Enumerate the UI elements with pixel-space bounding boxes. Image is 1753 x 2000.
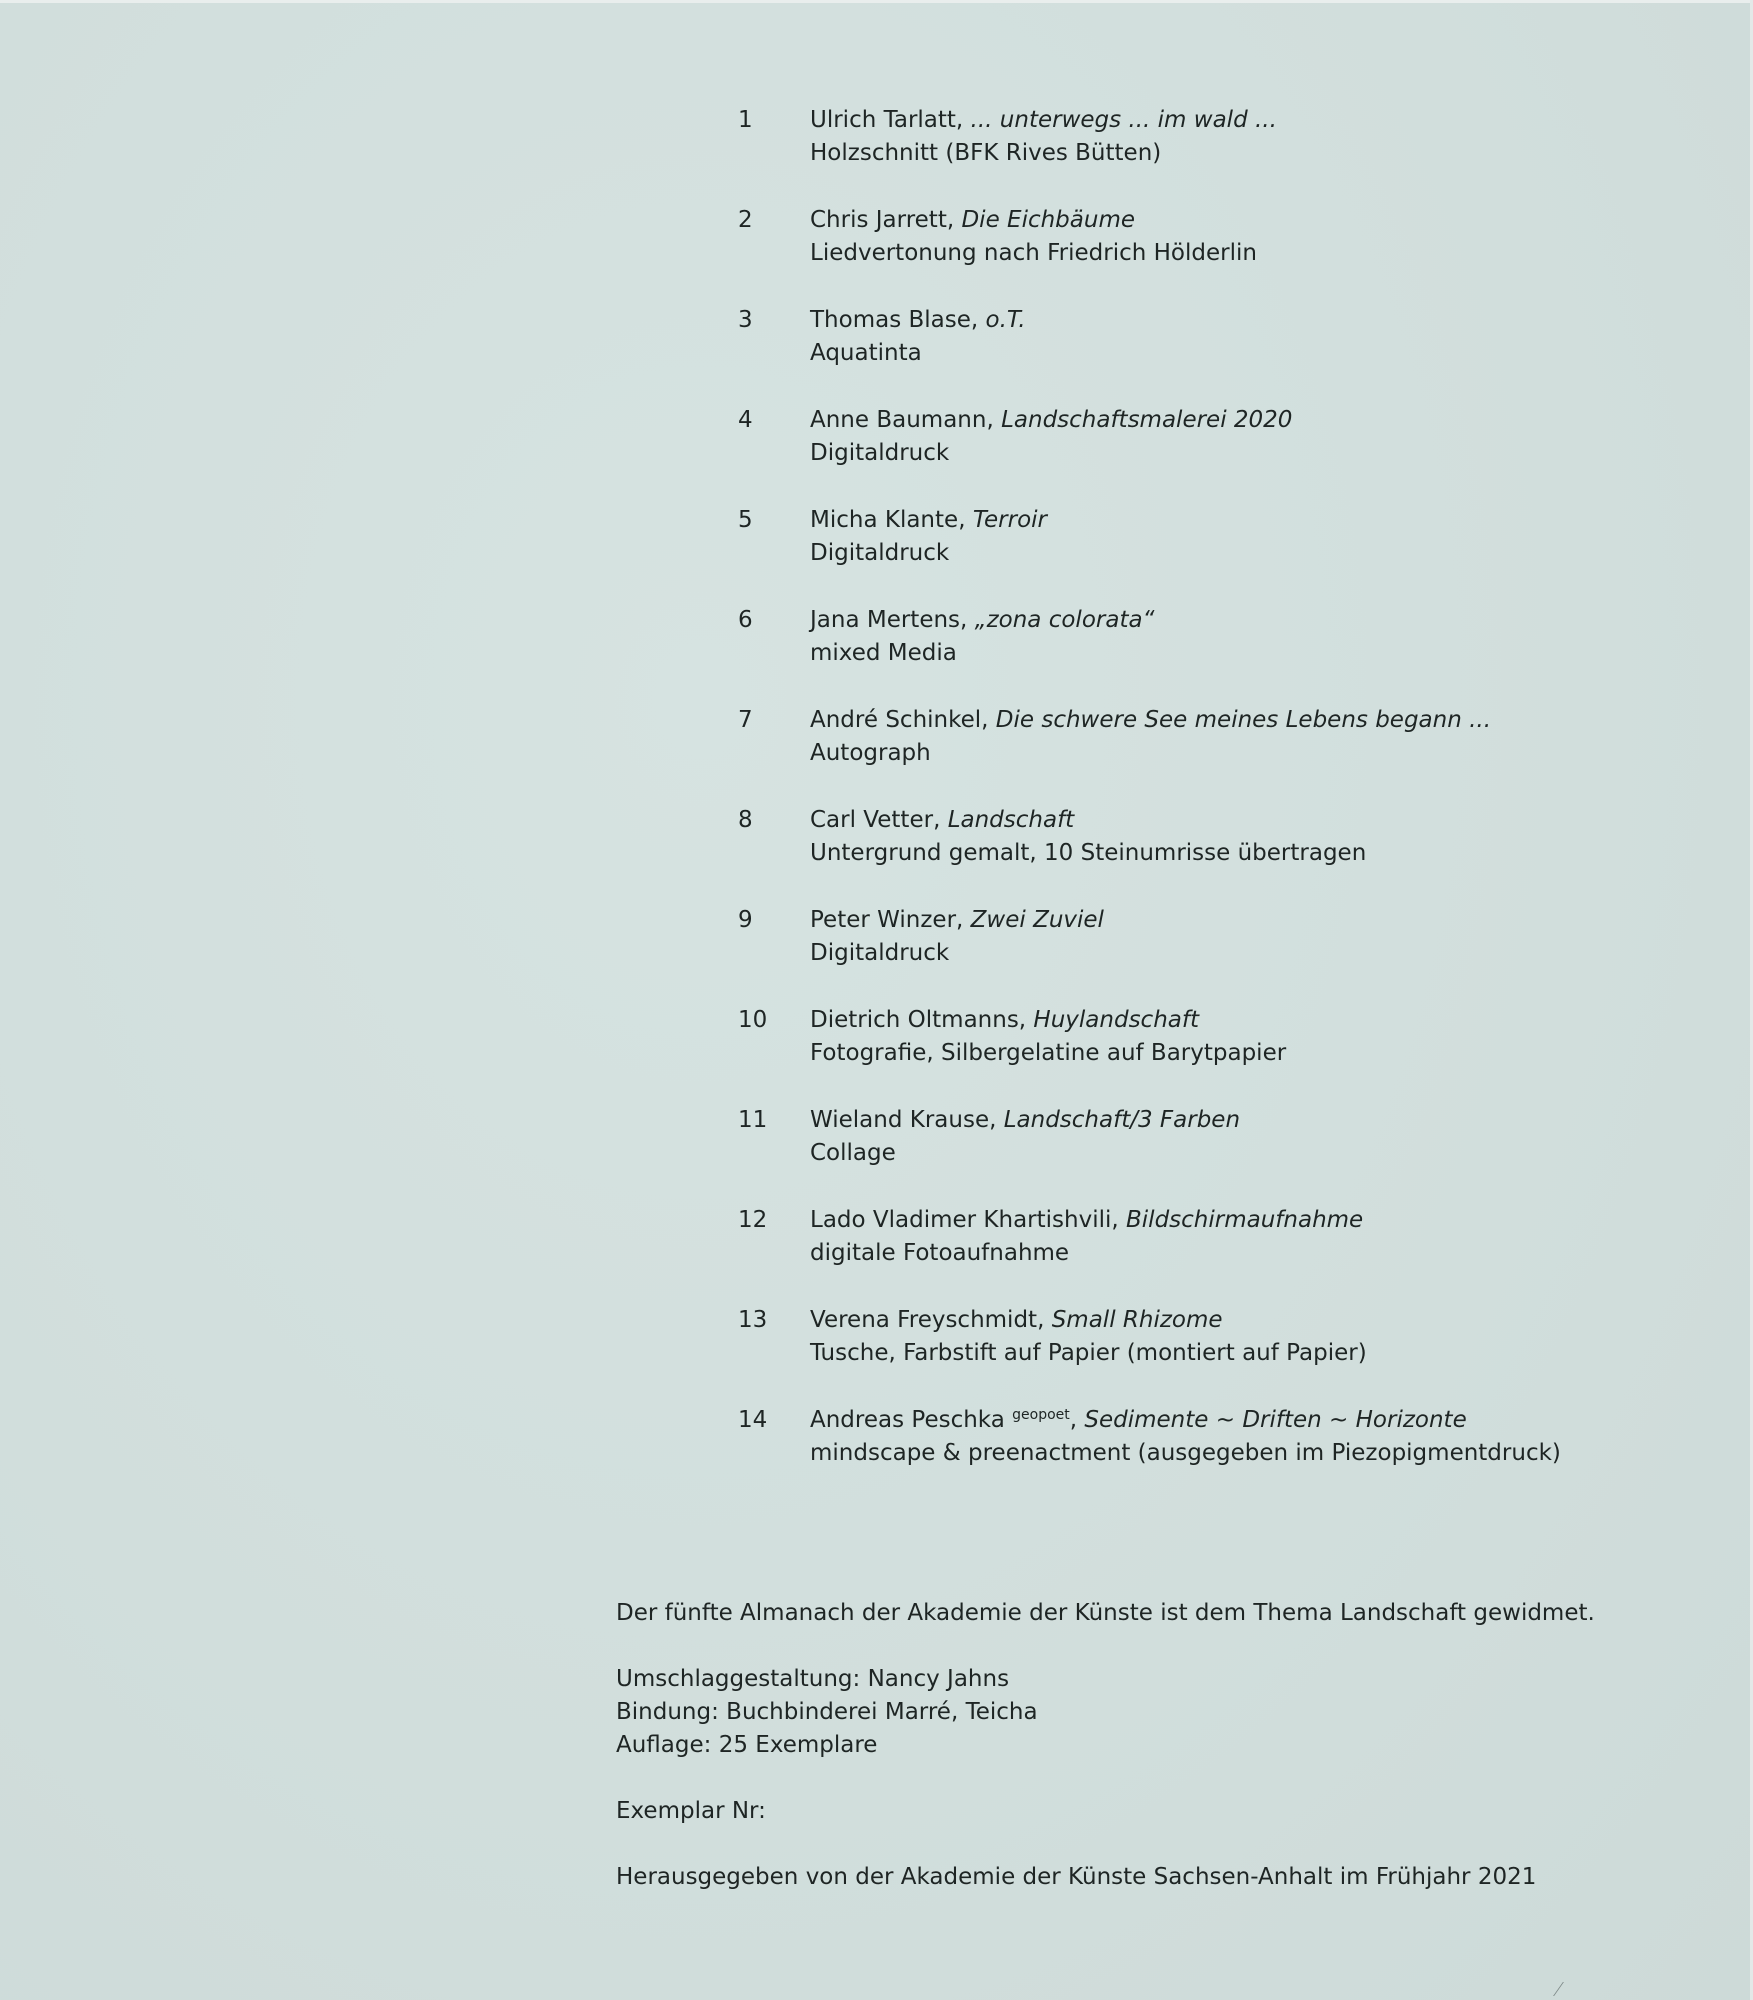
paper-top-edge [0, 0, 1753, 3]
entry-number: 4 [738, 407, 753, 433]
entry-medium: Holzschnitt (BFK Rives Bütten) [810, 140, 1162, 166]
entry-medium: Collage [810, 1140, 896, 1166]
entry-artist: Ulrich Tarlatt [810, 107, 956, 133]
entry-text [810, 1004, 1710, 1070]
entry-separator: , [1018, 1007, 1034, 1033]
entry-text [810, 804, 1710, 870]
colophon-spacer [616, 1762, 1736, 1795]
entry-text [810, 904, 1710, 970]
entry-separator: , [946, 207, 962, 233]
entry-number: 12 [738, 1207, 768, 1233]
entry-medium: Digitaldruck [810, 540, 950, 566]
entry-number: 5 [738, 507, 753, 533]
pencil-mark [1553, 1982, 1574, 1996]
entry-title: Zwei Zuviel [970, 907, 1104, 933]
contents-entry [736, 1004, 1716, 1104]
entry-title: Sedimente ~ Driften ~ Horizonte [1084, 1407, 1467, 1433]
entry-heading-line [810, 1304, 1710, 1337]
entry-heading-line [810, 604, 1710, 637]
entry-medium: mindscape & preenactment (ausgegeben im Piezopigmentdruck) [810, 1440, 1561, 1466]
entry-number: 9 [738, 907, 753, 933]
entry-separator: , [958, 507, 973, 533]
entry-artist: Andreas Peschka [810, 1407, 1013, 1433]
entry-heading-line [810, 1004, 1710, 1037]
entry-title: o.T. [985, 307, 1026, 333]
entry-artist: Carl Vetter [810, 807, 934, 833]
entry-text [810, 1304, 1710, 1370]
entry-separator: , [989, 1107, 1004, 1133]
entry-title: ... unterwegs ... im wald ... [970, 107, 1277, 133]
entry-number: 7 [738, 707, 753, 733]
entry-artist: Jana Mertens [810, 607, 961, 633]
colophon-edition: Auflage: 25 Exemplare [616, 1732, 878, 1758]
entry-number: 10 [738, 1007, 768, 1033]
contents-entry [736, 504, 1716, 604]
entry-heading-line [810, 104, 1710, 137]
entry-heading-line [810, 1104, 1710, 1137]
colophon-binding: Bindung: Buchbinderei Marré, Teicha [616, 1699, 1038, 1725]
entry-text [810, 704, 1710, 770]
entry-number: 11 [738, 1107, 768, 1133]
entry-title: Huylandschaft [1033, 1007, 1199, 1033]
entry-title: Die schwere See meines Lebens begann ... [995, 707, 1492, 733]
entry-text [810, 204, 1710, 270]
contents-entry [736, 1204, 1716, 1304]
entry-artist: Thomas Blase [810, 307, 971, 333]
entry-heading-line [810, 404, 1710, 437]
contents-entry [736, 1104, 1716, 1204]
entry-separator: , [986, 407, 1002, 433]
colophon-spacer [616, 1828, 1736, 1861]
entry-artist: Micha Klante [810, 507, 959, 533]
entry-text [810, 1104, 1710, 1170]
entry-title: „zona colorata“ [974, 607, 1155, 633]
entry-text [810, 304, 1710, 370]
entry-medium: Fotografie, Silbergelatine auf Barytpapier [810, 1040, 1287, 1066]
entry-title: Small Rhizome [1051, 1307, 1223, 1333]
entry-title: Landschaft/3 Farben [1003, 1107, 1241, 1133]
entry-artist: André Schinkel [810, 707, 982, 733]
entry-heading-line [810, 504, 1710, 537]
contents-entry [736, 704, 1716, 804]
entry-medium: Digitaldruck [810, 440, 950, 466]
entry-title: Die Eichbäume [961, 207, 1136, 233]
contents-entry [736, 104, 1716, 204]
entry-number: 14 [738, 1407, 768, 1433]
entry-text [810, 504, 1710, 570]
entry-artist-superscript: geopoet [1012, 1407, 1070, 1423]
contents-entry [736, 204, 1716, 304]
entry-number: 6 [738, 607, 753, 633]
colophon [616, 1597, 1736, 1894]
entry-heading-line [810, 1204, 1710, 1237]
entry-heading-line [810, 704, 1710, 737]
entry-medium: digitale Fotoaufnahme [810, 1240, 1070, 1266]
entry-artist: Anne Baumann [810, 407, 987, 433]
entry-title: Bildschirmaufnahme [1126, 1207, 1364, 1233]
entry-number: 3 [738, 307, 753, 333]
entry-medium: Tusche, Farbstift auf Papier (montiert auf Papier) [810, 1340, 1367, 1366]
entry-artist: Lado Vladimer Khartishvili [810, 1207, 1112, 1233]
entry-heading-line [810, 1404, 1710, 1437]
contents-entry [736, 804, 1716, 904]
colophon-publisher: Herausgegeben von der Akademie der Künste Sachsen-Anhalt im Frühjahr 2021 [616, 1864, 1537, 1890]
entry-separator: , [981, 707, 996, 733]
entry-medium: Untergrund gemalt, 10 Steinumrisse übertragen [810, 840, 1367, 866]
colophon-cover-design: Umschlaggestaltung: Nancy Jahns [616, 1666, 1010, 1692]
entry-artist: Wieland Krause [810, 1107, 990, 1133]
contents-entry [736, 404, 1716, 504]
entry-separator: , [955, 107, 971, 133]
entry-artist: Chris Jarrett [810, 207, 947, 233]
entry-artist: Peter Winzer [810, 907, 957, 933]
entry-title: Landschaftsmalerei 2020 [1001, 407, 1293, 433]
contents-entry [736, 904, 1716, 1004]
entry-separator: , [933, 807, 948, 833]
entry-text [810, 604, 1710, 670]
entry-heading-line [810, 204, 1710, 237]
contents-entry [736, 1304, 1716, 1404]
entry-medium: mixed Media [810, 640, 957, 666]
entry-text [810, 404, 1710, 470]
entry-text [810, 104, 1710, 170]
contents-entry [736, 1404, 1716, 1504]
entry-medium: Digitaldruck [810, 940, 950, 966]
entry-separator: , [960, 607, 975, 633]
contents-list [736, 104, 1716, 1504]
entry-medium: Aquatinta [810, 340, 922, 366]
entry-heading-line [810, 804, 1710, 837]
colophon-spacer [616, 1630, 1736, 1663]
entry-artist: Dietrich Oltmanns [810, 1007, 1019, 1033]
entry-title: Terroir [972, 507, 1048, 533]
entry-separator: , [1069, 1407, 1085, 1433]
entry-medium: Liedvertonung nach Friedrich Hölderlin [810, 240, 1257, 266]
contents-entry [736, 304, 1716, 404]
entry-heading-line [810, 304, 1710, 337]
entry-separator: , [970, 307, 986, 333]
entry-medium: Autograph [810, 740, 931, 766]
entry-text [810, 1204, 1710, 1270]
entry-title: Landschaft [947, 807, 1075, 833]
colophon-copy-number: Exemplar Nr: [616, 1798, 766, 1824]
entry-number: 8 [738, 807, 753, 833]
entry-text [810, 1404, 1710, 1470]
entry-artist: Verena Freyschmidt [810, 1307, 1038, 1333]
entry-number: 1 [738, 107, 753, 133]
entry-separator: , [1037, 1307, 1052, 1333]
contents-entry [736, 604, 1716, 704]
entry-number: 2 [738, 207, 753, 233]
entry-separator: , [956, 907, 971, 933]
entry-number: 13 [738, 1307, 768, 1333]
entry-heading-line [810, 904, 1710, 937]
entry-separator: , [1111, 1207, 1127, 1233]
colophon-intro: Der fünfte Almanach der Akademie der Künste ist dem Thema Landschaft gewidmet. [616, 1600, 1595, 1626]
